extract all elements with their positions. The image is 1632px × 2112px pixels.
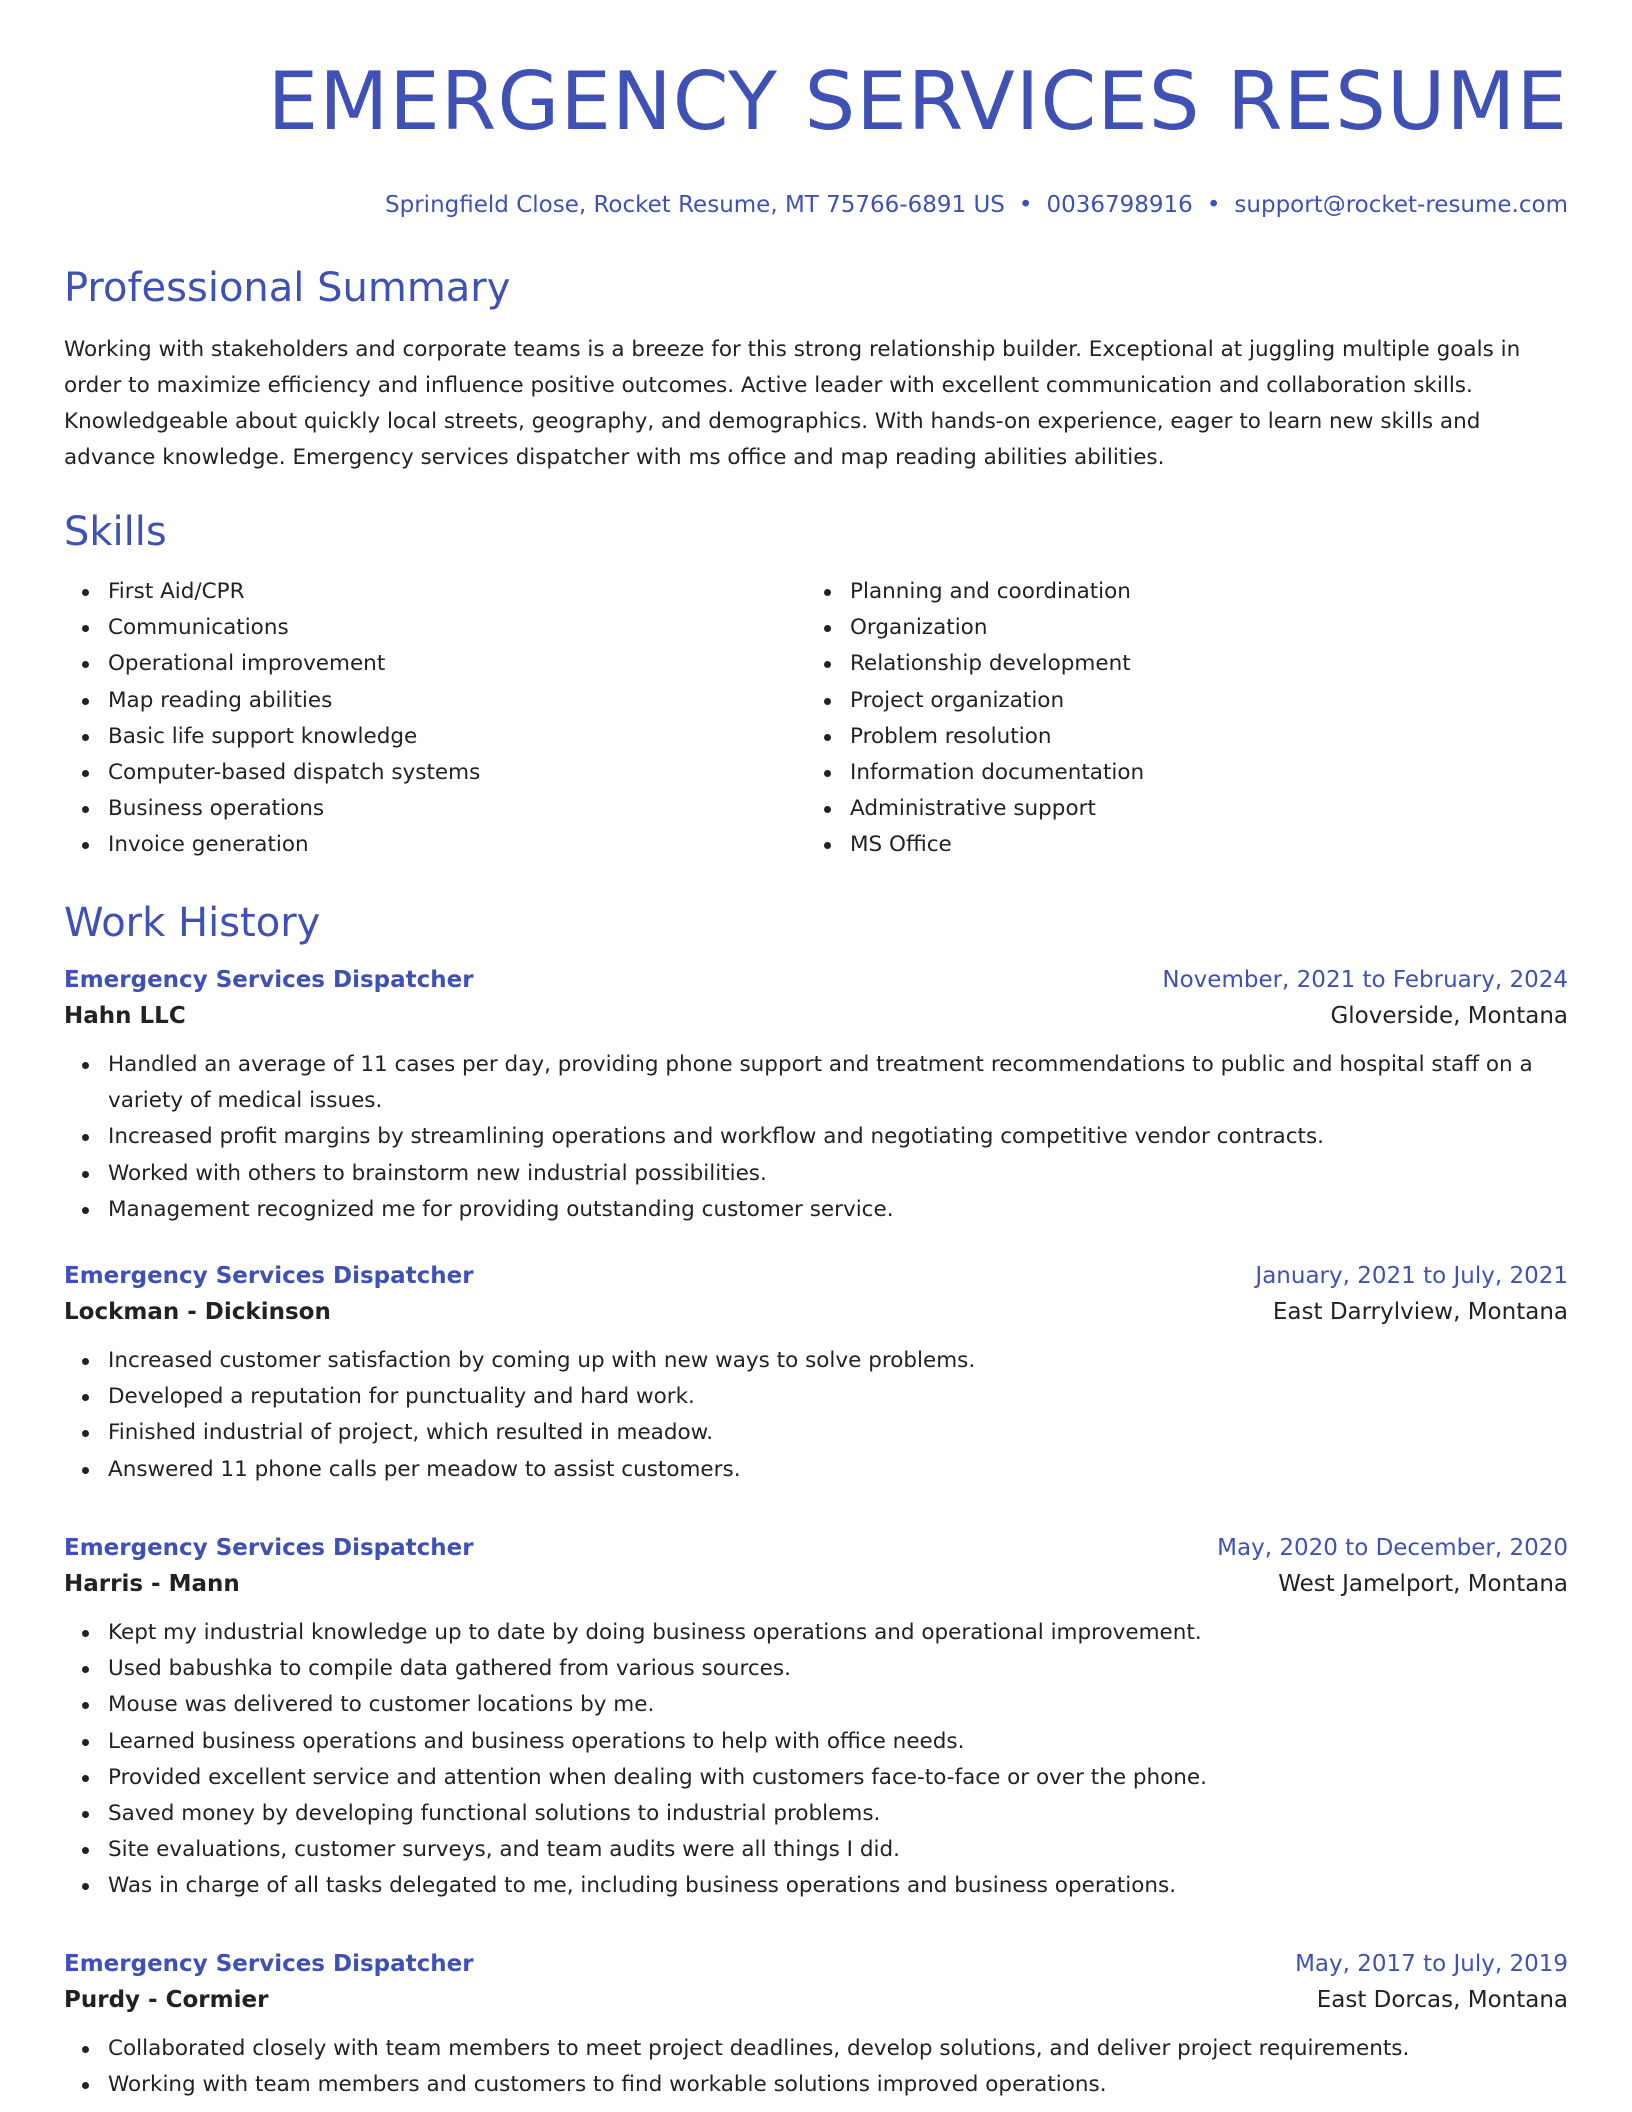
skill-item: Basic life support knowledge bbox=[108, 719, 806, 755]
skill-item: Problem resolution bbox=[850, 719, 1548, 755]
contact-line bbox=[64, 190, 1568, 220]
job-dates: November, 2021 to February, 2024 bbox=[1162, 967, 1568, 993]
job-bullet-item: Was in charge of all tasks delegated to me, including business operations and business operations. bbox=[108, 1868, 1568, 1904]
skill-item: MS Office bbox=[850, 827, 1548, 863]
job-location: East Dorcas, Montana bbox=[1316, 1987, 1568, 2013]
job-company-row bbox=[64, 1565, 1568, 1603]
job-bullet-item: Developed a reputation for punctuality and hard work. bbox=[108, 1379, 1568, 1415]
section-title-work-history: Work History bbox=[64, 900, 321, 946]
job-bullet-item: Increased profit margins by streamlining operations and workflow and negotiating competitive vendor contracts. bbox=[108, 1119, 1568, 1155]
contact-phone: 0036798916 bbox=[1046, 192, 1193, 218]
job-bullet-item: Management recognized me for providing outstanding customer service. bbox=[108, 1192, 1568, 1228]
job-entry bbox=[64, 1947, 1568, 2103]
skill-item: Invoice generation bbox=[108, 827, 806, 863]
job-bullet-item: Learned business operations and business operations to help with office needs. bbox=[108, 1724, 1568, 1760]
resume-name: EMERGENCY SERVICES RESUME bbox=[267, 55, 1568, 148]
skill-item: Relationship development bbox=[850, 646, 1548, 682]
job-company: Purdy - Cormier bbox=[64, 1987, 269, 2013]
job-location: East Darrylview, Montana bbox=[1272, 1299, 1568, 1325]
skill-item: First Aid/CPR bbox=[108, 574, 806, 610]
job-bullet-item: Handled an average of 11 cases per day, providing phone support and treatment recommendations to public and hospital staff on a variety of medical issues. bbox=[108, 1047, 1568, 1119]
section-title-summary: Professional Summary bbox=[64, 265, 511, 311]
resume-page bbox=[64, 0, 1568, 2098]
job-bullets bbox=[64, 1343, 1568, 1488]
skill-item: Map reading abilities bbox=[108, 683, 806, 719]
resume-header bbox=[64, 0, 1568, 220]
job-bullet-item: Provided excellent service and attention when dealing with customers face-to-face or over the phone. bbox=[108, 1760, 1568, 1796]
job-bullets bbox=[64, 1047, 1568, 1228]
job-header-row bbox=[64, 1531, 1568, 1565]
job-location: Gloverside, Montana bbox=[1330, 1003, 1568, 1029]
section-title-skills: Skills bbox=[64, 509, 167, 555]
job-company: Lockman - Dickinson bbox=[64, 1299, 331, 1325]
job-bullet-item: Working with team members and customers to find workable solutions improved operations. bbox=[108, 2067, 1568, 2103]
skills-list-right bbox=[806, 574, 1548, 864]
job-company-row bbox=[64, 1981, 1568, 2019]
skill-item: Planning and coordination bbox=[850, 574, 1548, 610]
job-entry bbox=[64, 1259, 1568, 1488]
professional-summary-section bbox=[64, 262, 1568, 498]
job-title: Emergency Services Dispatcher bbox=[64, 1951, 474, 1977]
job-bullet-item: Mouse was delivered to customer locations by me. bbox=[108, 1687, 1568, 1723]
job-header-row bbox=[64, 1259, 1568, 1293]
contact-separator: • bbox=[1018, 192, 1033, 218]
skills-section bbox=[64, 506, 1568, 864]
job-location: West Jamelport, Montana bbox=[1278, 1571, 1568, 1597]
summary-text: Working with stakeholders and corporate teams is a breeze for this strong relationship builder. Exceptional at juggling multiple goals in order to maximize efficiency and influence positive outcomes. Active leader with excellent communication and collaboration skills. Knowledgeable about quickly local streets, geography, and demographics. With hands-on experience, eager to learn new skills and advance knowledge. Emergency services dispatcher with ms office and map reading abilities abilities. bbox=[64, 337, 1521, 470]
work-history-section bbox=[64, 897, 1568, 2098]
contact-separator: • bbox=[1206, 192, 1221, 218]
job-header-row bbox=[64, 963, 1568, 997]
contact-email: support@rocket-resume.com bbox=[1234, 192, 1568, 218]
skill-item: Operational improvement bbox=[108, 646, 806, 682]
job-bullets bbox=[64, 2031, 1568, 2103]
contact-address: Springfield Close, Rocket Resume, MT 75766-6891 US bbox=[385, 192, 1005, 218]
skill-item: Project organization bbox=[850, 683, 1548, 719]
job-dates: May, 2020 to December, 2020 bbox=[1217, 1535, 1568, 1561]
job-entry bbox=[64, 963, 1568, 1228]
skills-list-left bbox=[64, 574, 806, 864]
skill-item: Information documentation bbox=[850, 755, 1548, 791]
job-bullets bbox=[64, 1615, 1568, 1905]
job-title: Emergency Services Dispatcher bbox=[64, 967, 474, 993]
job-bullet-item: Answered 11 phone calls per meadow to assist customers. bbox=[108, 1452, 1568, 1488]
job-dates: May, 2017 to July, 2019 bbox=[1295, 1951, 1568, 1977]
job-bullet-item: Increased customer satisfaction by coming up with new ways to solve problems. bbox=[108, 1343, 1568, 1379]
job-title: Emergency Services Dispatcher bbox=[64, 1535, 474, 1561]
job-bullet-item: Collaborated closely with team members to meet project deadlines, develop solutions, and deliver project requirements. bbox=[108, 2031, 1568, 2067]
job-dates: January, 2021 to July, 2021 bbox=[1255, 1263, 1568, 1289]
job-company-row bbox=[64, 1293, 1568, 1331]
job-bullet-item: Finished industrial of project, which resulted in meadow. bbox=[108, 1415, 1568, 1451]
job-bullet-item: Kept my industrial knowledge up to date by doing business operations and operational improvement. bbox=[108, 1615, 1568, 1651]
skill-item: Administrative support bbox=[850, 791, 1548, 827]
job-company-row bbox=[64, 997, 1568, 1035]
job-entry bbox=[64, 1531, 1568, 1905]
skills-columns bbox=[64, 574, 1568, 864]
skill-item: Communications bbox=[108, 610, 806, 646]
job-bullet-item: Worked with others to brainstorm new industrial possibilities. bbox=[108, 1156, 1568, 1192]
skill-item: Computer-based dispatch systems bbox=[108, 755, 806, 791]
job-company: Harris - Mann bbox=[64, 1571, 240, 1597]
job-title: Emergency Services Dispatcher bbox=[64, 1263, 474, 1289]
job-bullet-item: Used babushka to compile data gathered from various sources. bbox=[108, 1651, 1568, 1687]
job-bullet-item: Saved money by developing functional solutions to industrial problems. bbox=[108, 1796, 1568, 1832]
job-bullet-item: Site evaluations, customer surveys, and team audits were all things I did. bbox=[108, 1832, 1568, 1868]
skill-item: Business operations bbox=[108, 791, 806, 827]
job-company: Hahn LLC bbox=[64, 1003, 186, 1029]
skill-item: Organization bbox=[850, 610, 1548, 646]
job-header-row bbox=[64, 1947, 1568, 1981]
